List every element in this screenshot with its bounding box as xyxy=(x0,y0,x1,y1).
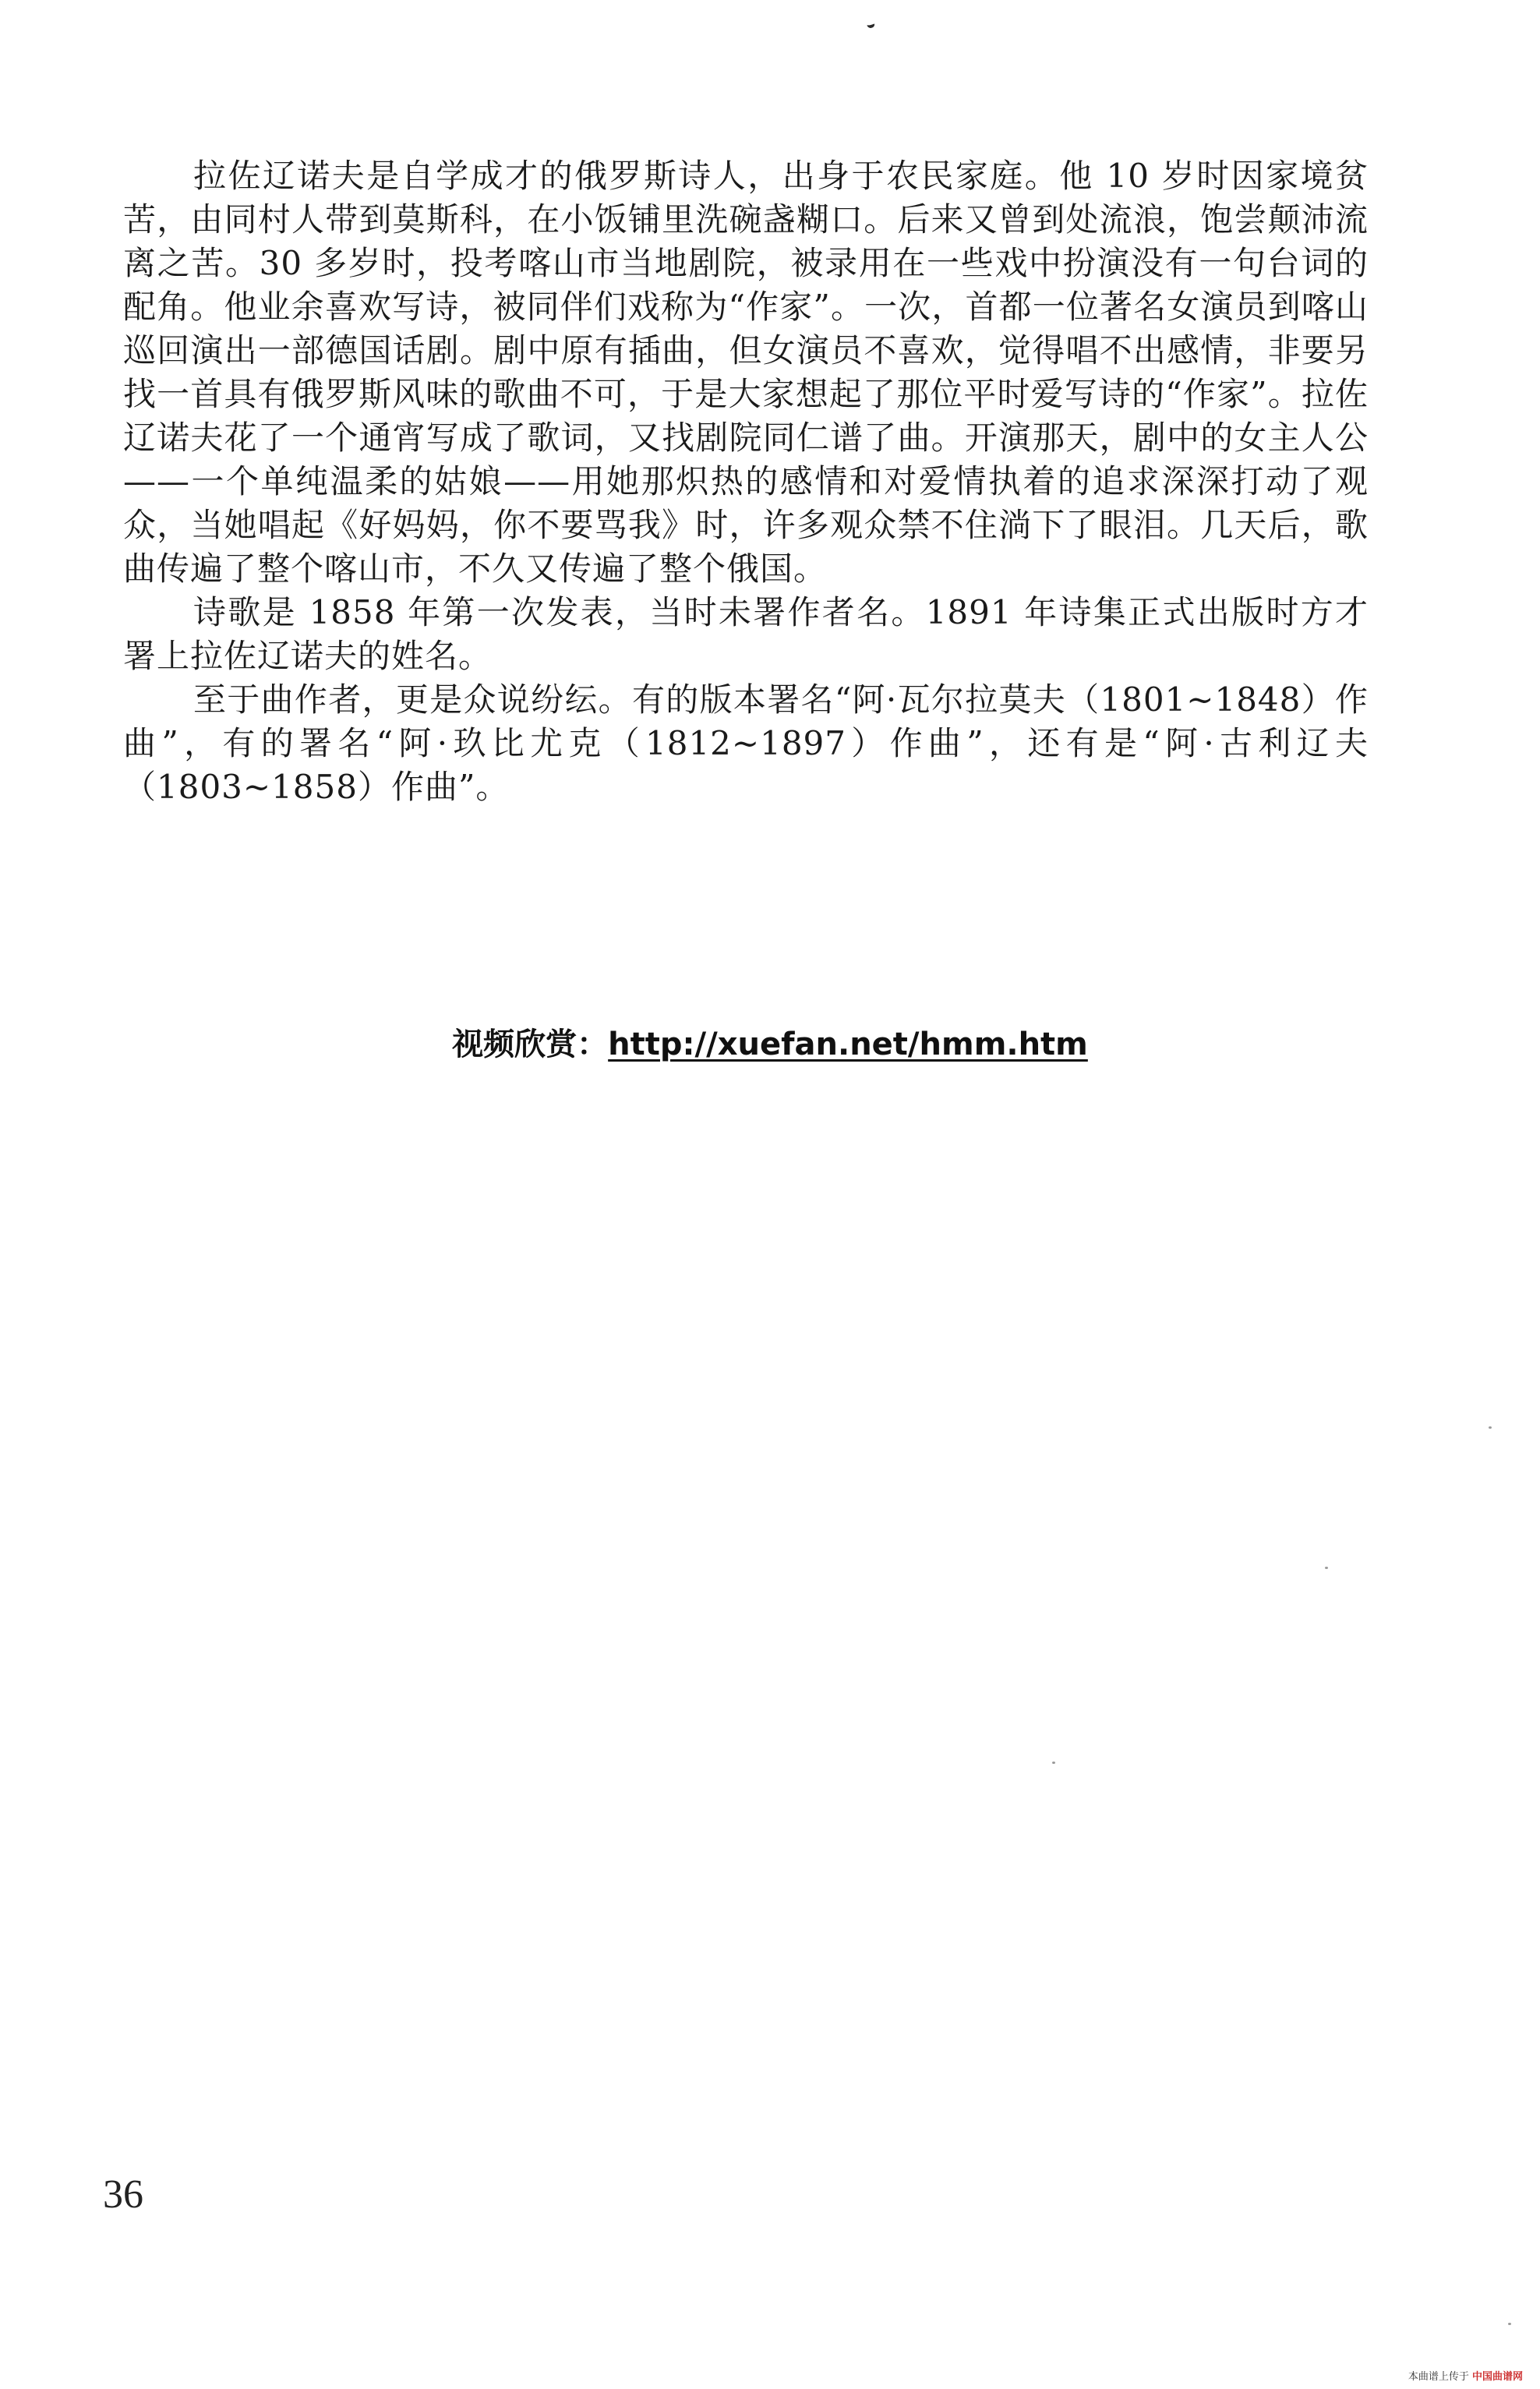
page-number: 36 xyxy=(103,2172,143,2217)
scan-speck xyxy=(1325,1567,1328,1569)
scan-speck xyxy=(1508,2323,1511,2325)
paragraph-2: 诗歌是 1858 年第一次发表，当时未署作者名。1891 年诗集正式出版时方才署上拉佐辽诺夫的姓名。 xyxy=(123,593,1369,675)
scan-speck xyxy=(1489,1426,1492,1429)
scan-mark xyxy=(866,18,875,29)
paragraph-3: 至于曲作者，更是众说纷纭。有的版本署名“阿·瓦尔拉莫夫（1801~1848）作曲”，有的署名“阿·玖比尤克（1812~1897）作曲”，还有是“阿·古利辽夫（1803~1858）作曲”。 xyxy=(123,680,1369,806)
scan-speck xyxy=(1052,1762,1055,1764)
watermark-prefix: 本曲谱上传于 xyxy=(1408,2371,1469,2383)
video-link-line xyxy=(0,1024,1540,1065)
video-label: 视频欣赏： xyxy=(452,1027,609,1062)
video-url-link[interactable]: http://xuefan.net/hmm.htm xyxy=(608,1027,1088,1062)
paragraph-1: 拉佐辽诺夫是自学成才的俄罗斯诗人，出身于农民家庭。他 10 岁时因家境贫苦，由同村人带到莫斯科，在小饭铺里洗碗盏糊口。后来又曾到处流浪，饱尝颠沛流离之苦。30 多岁时，投考喀山市当地剧院，被录用在一些戏中扮演没有一句台词的配角。他业余喜欢写诗，被同伴们戏称为“作家”。一次，首都一位著名女演员到喀山巡回演出一部德国话剧。剧中原有插曲，但女演员不喜欢，觉得唱不出感情，非要另找一首具有俄罗斯风味的歌曲不可，于是大家想起了那位平时爱写诗的“作家”。拉佐辽诺夫花了一个通宵写成了歌词，又找剧院同仁谱了曲。开演那天，剧中的女主人公——一个单纯温柔的姑娘——用她那炽热的感情和对爱情执着的追求深深打动了观众，当她唱起《好妈妈，你不要骂我》时，许多观众禁不住淌下了眼泪。几天后，歌曲传遍了整个喀山市，不久又传遍了整个俄国。 xyxy=(123,157,1369,588)
footer-watermark xyxy=(1408,2370,1523,2384)
article-body xyxy=(123,154,1369,809)
watermark-brand: 中国曲谱网 xyxy=(1471,2371,1523,2383)
